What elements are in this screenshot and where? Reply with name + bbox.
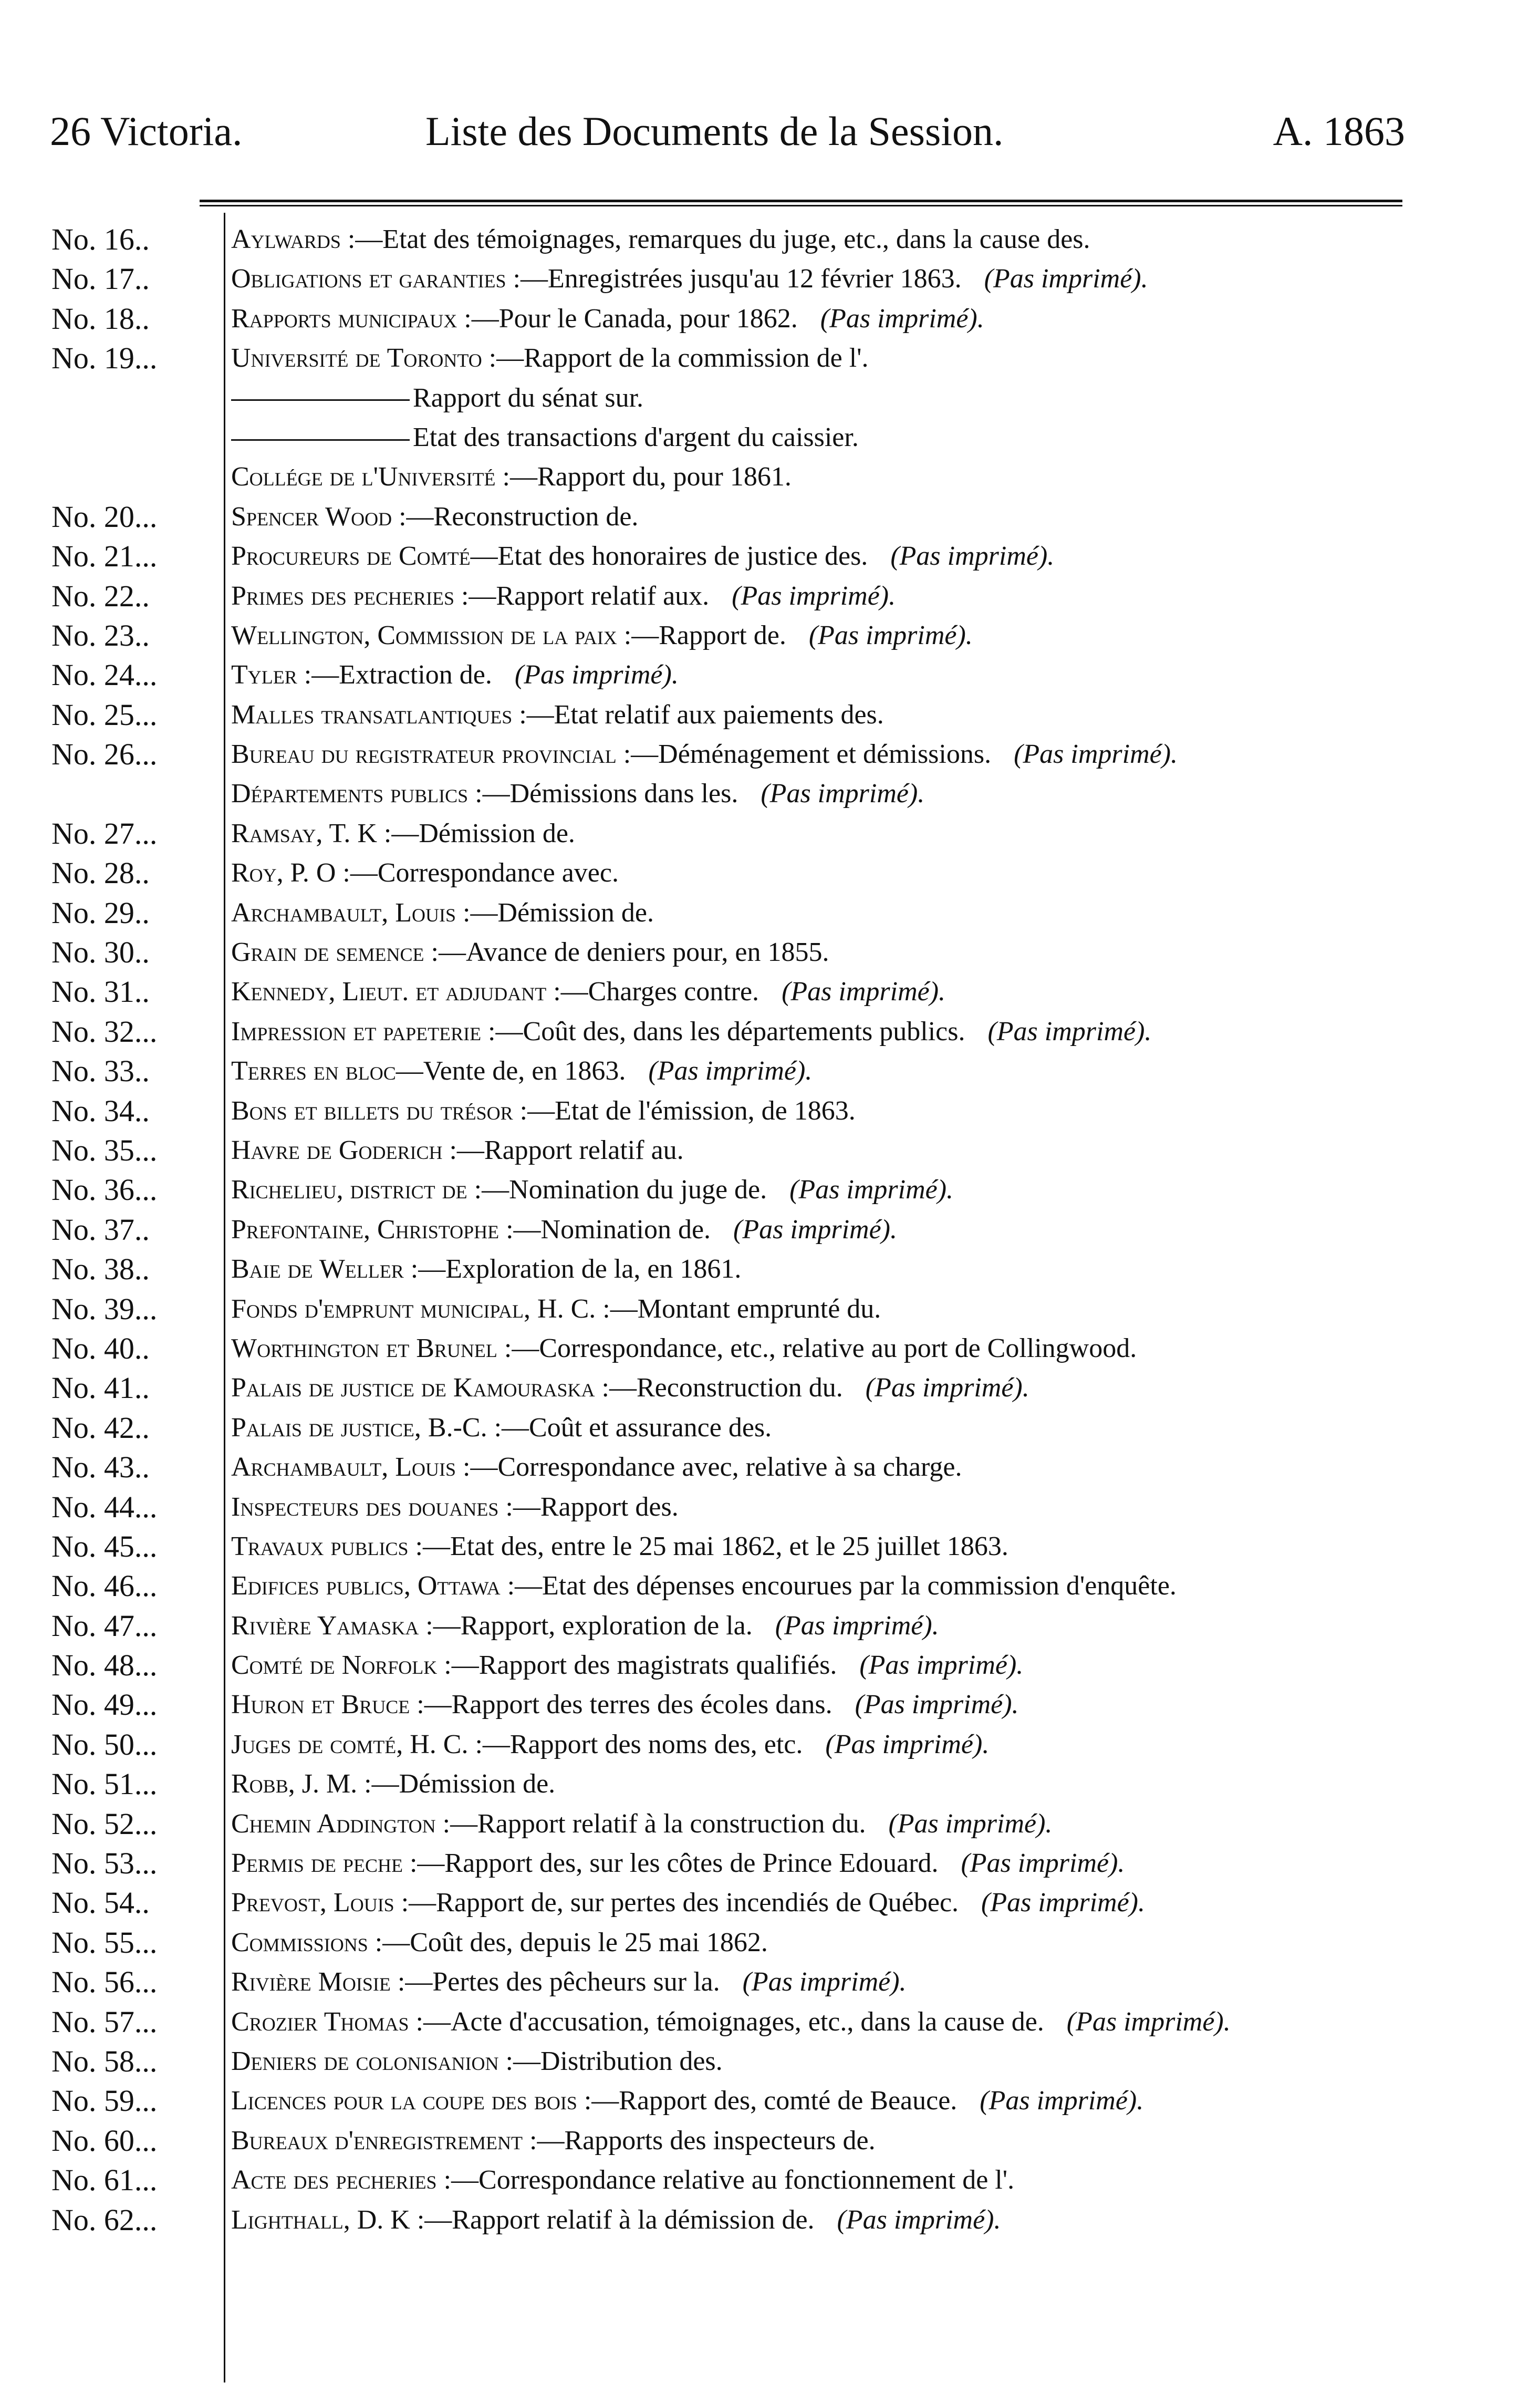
document-number: No. 26... bbox=[51, 737, 158, 772]
document-title: Palais de justice, B.-C. : bbox=[231, 1412, 502, 1443]
page-header bbox=[50, 108, 1405, 155]
document-title: Ramsay, T. K : bbox=[231, 818, 392, 848]
document-entry bbox=[231, 1843, 1125, 1883]
document-entry bbox=[231, 1329, 1137, 1368]
document-title: Malles transatlantiques : bbox=[231, 699, 527, 730]
list-item bbox=[0, 457, 1540, 496]
list-item bbox=[0, 1685, 1540, 1724]
document-number: No. 38.. bbox=[51, 1252, 150, 1287]
document-number: No. 18.. bbox=[51, 301, 150, 336]
document-entry bbox=[231, 1685, 1019, 1724]
list-item bbox=[0, 1883, 1540, 1922]
document-title: Archambault, Louis : bbox=[231, 897, 471, 928]
header-session: 26 Victoria. bbox=[50, 108, 243, 154]
document-number: No. 28.. bbox=[51, 856, 150, 890]
document-entry bbox=[231, 259, 1148, 298]
document-description: —Distribution des. bbox=[513, 2046, 723, 2076]
document-title: Kennedy, Lieut. et adjudant : bbox=[231, 977, 561, 1007]
list-item bbox=[0, 2200, 1540, 2240]
list-item bbox=[0, 2002, 1540, 2042]
document-description: —Coût et assurance des. bbox=[502, 1412, 772, 1443]
document-description: —Charges contre. bbox=[560, 977, 759, 1007]
document-note: (Pas imprimé). bbox=[813, 303, 984, 334]
document-description: —Rapport du, pour 1861. bbox=[509, 462, 792, 492]
document-description: Etat des transactions d'argent du caissier. bbox=[413, 422, 859, 452]
document-description: —Correspondance avec. bbox=[350, 858, 619, 888]
document-entry bbox=[231, 774, 924, 813]
document-entry bbox=[231, 1645, 1023, 1685]
document-number: No. 20... bbox=[51, 499, 158, 534]
document-description: —Rapport de. bbox=[631, 620, 786, 650]
document-number: No. 46... bbox=[51, 1569, 158, 1603]
document-number: No. 27... bbox=[51, 816, 158, 851]
document-entry bbox=[231, 1210, 897, 1249]
document-number: No. 35... bbox=[51, 1133, 158, 1167]
document-title: Roy, P. O : bbox=[231, 858, 350, 888]
document-description: —Avance de deniers pour, en 1855. bbox=[439, 937, 829, 968]
document-entry bbox=[231, 972, 945, 1011]
document-note: (Pas imprimé). bbox=[507, 660, 679, 690]
list-item bbox=[0, 1725, 1540, 1764]
list-item bbox=[0, 814, 1540, 853]
document-note: (Pas imprimé). bbox=[754, 779, 925, 809]
document-description: —Pour le Canada, pour 1862. bbox=[471, 303, 798, 334]
list-item bbox=[0, 695, 1540, 734]
document-entry bbox=[231, 1923, 768, 1962]
list-item bbox=[0, 734, 1540, 774]
document-entry bbox=[231, 933, 829, 972]
document-number: No. 17.. bbox=[51, 262, 150, 296]
document-description: —Démission de. bbox=[391, 818, 575, 848]
document-note: (Pas imprimé). bbox=[768, 1610, 939, 1641]
document-description: —Exploration de la, en 1861. bbox=[418, 1254, 742, 1284]
header-rule bbox=[200, 200, 1402, 202]
list-item bbox=[0, 2160, 1540, 2200]
document-entry bbox=[231, 1368, 1029, 1407]
document-title: Commissions : bbox=[231, 1927, 383, 1957]
document-description: —Rapport des terres des écoles dans. bbox=[424, 1690, 833, 1720]
document-title: Bons et billets du trésor : bbox=[231, 1095, 528, 1126]
document-title: Archambault, Louis : bbox=[231, 1452, 471, 1483]
document-number: No. 49... bbox=[51, 1687, 158, 1722]
document-title: Fonds d'emprunt municipal, H. C. : bbox=[231, 1293, 610, 1324]
list-item bbox=[0, 1447, 1540, 1487]
document-number: No. 24... bbox=[51, 658, 158, 692]
document-title: Crozier Thomas : bbox=[231, 2006, 423, 2037]
document-entry bbox=[231, 2200, 1001, 2240]
document-description: —Nomination du juge de. bbox=[482, 1175, 767, 1205]
list-item bbox=[0, 1804, 1540, 1843]
document-title: Licences pour la coupe des bois : bbox=[231, 2086, 592, 2116]
list-item bbox=[0, 1170, 1540, 1209]
document-title: Prefontaine, Christophe : bbox=[231, 1214, 514, 1245]
document-entry bbox=[231, 1170, 953, 1209]
document-description: —Rapport de la commission de l'. bbox=[496, 343, 869, 374]
document-title: Palais de justice de Kamouraska : bbox=[231, 1373, 609, 1403]
document-description: —Etat des honoraires de justice des. bbox=[470, 541, 868, 572]
document-note: (Pas imprimé). bbox=[726, 1214, 897, 1245]
document-number: No. 40.. bbox=[51, 1331, 150, 1365]
list-item bbox=[0, 1329, 1540, 1368]
list-item bbox=[0, 2042, 1540, 2081]
document-description: —Rapport de, sur pertes des incendiés de Québec. bbox=[409, 1888, 959, 1918]
document-description: —Extraction de. bbox=[311, 660, 492, 690]
document-title: Richelieu, district de : bbox=[231, 1175, 482, 1205]
header-rule-secondary bbox=[200, 205, 1402, 206]
document-entry bbox=[231, 1091, 856, 1131]
document-note: (Pas imprimé). bbox=[977, 264, 1148, 294]
document-entry bbox=[231, 1962, 907, 2002]
list-item bbox=[0, 1645, 1540, 1685]
document-title: Aylwards : bbox=[231, 224, 356, 254]
document-entry bbox=[231, 418, 859, 457]
document-title: Baie de Weller : bbox=[231, 1254, 419, 1284]
list-item bbox=[0, 2081, 1540, 2120]
document-description: —Etat des, entre le 25 mai 1862, et le 25 juillet 1863. bbox=[422, 1531, 1008, 1561]
document-description: —Rapport relatif à la construction du. bbox=[450, 1808, 866, 1839]
document-entry bbox=[231, 1566, 1177, 1605]
document-title: Terres en bloc bbox=[231, 1056, 396, 1086]
document-description: —Acte d'accusation, témoignages, etc., dans la cause de. bbox=[423, 2006, 1044, 2037]
document-description: —Coût des, dans les départements publics. bbox=[495, 1016, 965, 1047]
document-number: No. 31.. bbox=[51, 975, 150, 1009]
list-item bbox=[0, 497, 1540, 536]
list-item bbox=[0, 1408, 1540, 1447]
document-number: No. 55... bbox=[51, 1925, 158, 1960]
document-entry bbox=[231, 695, 884, 734]
list-item bbox=[0, 1606, 1540, 1645]
document-description: —Correspondance relative au fonctionnement de l'. bbox=[451, 2165, 1015, 2195]
list-item bbox=[0, 1091, 1540, 1131]
list-item bbox=[0, 1962, 1540, 2002]
document-note: (Pas imprimé). bbox=[848, 1690, 1019, 1720]
list-item bbox=[0, 1131, 1540, 1170]
document-number: No. 43.. bbox=[51, 1450, 150, 1485]
document-description: —Rapport relatif à la démission de. bbox=[424, 2204, 815, 2235]
document-note: (Pas imprimé). bbox=[954, 1848, 1125, 1879]
document-entry bbox=[231, 893, 654, 933]
document-title: Havre de Goderich : bbox=[231, 1135, 457, 1165]
document-description: —Rapport des noms des, etc. bbox=[482, 1729, 803, 1759]
document-note: (Pas imprimé). bbox=[852, 1650, 1024, 1681]
document-entry bbox=[231, 734, 1178, 774]
document-description: —Rapport relatif au. bbox=[456, 1135, 684, 1165]
document-title: Juges de comté, H. C. : bbox=[231, 1729, 483, 1759]
document-note: (Pas imprimé). bbox=[783, 1175, 954, 1205]
document-note: (Pas imprimé). bbox=[1007, 739, 1178, 770]
document-number: No. 59... bbox=[51, 2084, 158, 2118]
document-entry bbox=[231, 2002, 1231, 2042]
document-number: No. 16.. bbox=[51, 222, 150, 256]
document-description: —Correspondance avec, relative à sa charge. bbox=[470, 1452, 962, 1483]
document-title: Rivière Moisie : bbox=[231, 1967, 405, 1997]
document-number: No. 48... bbox=[51, 1648, 158, 1683]
list-item bbox=[0, 893, 1540, 933]
document-description: —Démission de. bbox=[371, 1769, 556, 1799]
document-description: —Rapport des magistrats qualifiés. bbox=[451, 1650, 837, 1681]
document-number: No. 56... bbox=[51, 1965, 158, 2000]
document-title: Edifices publics, Ottawa : bbox=[231, 1571, 515, 1601]
document-description: —Enregistrées jusqu'au 12 février 1863. bbox=[520, 264, 962, 294]
list-item bbox=[0, 576, 1540, 616]
list-item bbox=[0, 220, 1540, 259]
document-entry bbox=[231, 1012, 1151, 1051]
document-number: No. 52... bbox=[51, 1806, 158, 1841]
document-description: —Démissions dans les. bbox=[482, 779, 738, 809]
document-number: No. 45... bbox=[51, 1529, 158, 1563]
list-item bbox=[0, 774, 1540, 813]
document-description: —Coût des, depuis le 25 mai 1862. bbox=[382, 1927, 768, 1957]
document-note: (Pas imprimé). bbox=[802, 620, 973, 650]
document-description: —Déménagement et démissions. bbox=[631, 739, 992, 770]
document-note: (Pas imprimé). bbox=[974, 1888, 1145, 1918]
document-entry bbox=[231, 1447, 962, 1487]
document-entry bbox=[231, 655, 679, 695]
list-item bbox=[0, 972, 1540, 1011]
document-entry bbox=[231, 1249, 741, 1289]
document-description: —Rapport des, comté de Beauce. bbox=[591, 2086, 958, 2116]
document-number: No. 29.. bbox=[51, 895, 150, 930]
document-entry bbox=[231, 1408, 772, 1447]
document-title: Procureurs de Comté bbox=[231, 541, 471, 572]
document-number: No. 33.. bbox=[51, 1054, 150, 1089]
document-number: No. 58... bbox=[51, 2044, 158, 2078]
document-note: (Pas imprimé). bbox=[881, 1808, 1053, 1839]
document-title: Travaux publics : bbox=[231, 1531, 423, 1561]
document-entry bbox=[231, 1527, 1008, 1566]
document-number: No. 51... bbox=[51, 1767, 158, 1801]
list-item bbox=[0, 1923, 1540, 1962]
document-list bbox=[0, 220, 1540, 2240]
document-title: Collége de l'Université : bbox=[231, 462, 510, 492]
list-item bbox=[0, 933, 1540, 972]
document-title: Obligations et garanties : bbox=[231, 264, 521, 294]
document-note: (Pas imprimé). bbox=[775, 977, 946, 1007]
ditto-dash bbox=[231, 399, 410, 401]
list-item bbox=[0, 418, 1540, 457]
document-entry bbox=[231, 1487, 679, 1527]
document-entry bbox=[231, 1051, 812, 1091]
document-title: Rapports municipaux : bbox=[231, 303, 472, 334]
document-title: Huron et Bruce : bbox=[231, 1690, 424, 1720]
document-description: —Rapport des, sur les côtes de Prince Edouard. bbox=[417, 1848, 939, 1879]
list-item bbox=[0, 1012, 1540, 1051]
list-item bbox=[0, 1527, 1540, 1566]
list-item bbox=[0, 1487, 1540, 1527]
document-entry bbox=[231, 220, 1090, 259]
document-number: No. 61... bbox=[51, 2163, 158, 2198]
document-title: Prevost, Louis : bbox=[231, 1888, 409, 1918]
document-number: No. 57... bbox=[51, 2004, 158, 2039]
document-description: —Etat des témoignages, remarques du juge, etc., dans la cause des. bbox=[355, 224, 1090, 254]
document-entry bbox=[231, 576, 896, 616]
document-description: —Nomination de. bbox=[513, 1214, 711, 1245]
document-number: No. 47... bbox=[51, 1608, 158, 1643]
document-number: No. 36... bbox=[51, 1173, 158, 1207]
document-number: No. 44... bbox=[51, 1489, 158, 1524]
document-entry bbox=[231, 497, 638, 536]
list-item bbox=[0, 853, 1540, 893]
list-item bbox=[0, 1210, 1540, 1249]
document-note: (Pas imprimé). bbox=[1059, 2006, 1231, 2037]
document-entry bbox=[231, 853, 619, 893]
header-title: Liste des Documents de la Session. bbox=[425, 108, 1004, 154]
document-title: Worthington et Brunel : bbox=[231, 1333, 512, 1363]
document-note: (Pas imprimé). bbox=[818, 1729, 990, 1759]
document-entry bbox=[231, 2121, 876, 2160]
document-title: Bureau du registrateur provincial : bbox=[231, 739, 631, 770]
document-entry bbox=[231, 536, 1054, 576]
document-title: Rivière Yamaska : bbox=[231, 1610, 433, 1641]
document-title: Université de Toronto : bbox=[231, 343, 497, 374]
document-entry bbox=[231, 1883, 1145, 1922]
document-entry bbox=[231, 1764, 555, 1804]
document-description: —Etat de l'émission, de 1863. bbox=[527, 1095, 856, 1126]
document-number: No. 21... bbox=[51, 539, 158, 574]
document-title: Bureaux d'enregistrement : bbox=[231, 2125, 537, 2156]
document-number: No. 62... bbox=[51, 2202, 158, 2237]
list-item bbox=[0, 536, 1540, 576]
document-description: —Rapport, exploration de la. bbox=[433, 1610, 753, 1641]
document-entry bbox=[231, 299, 984, 338]
document-description: —Correspondance, etc., relative au port de Collingwood. bbox=[512, 1333, 1137, 1363]
document-number: No. 32... bbox=[51, 1014, 158, 1049]
list-item bbox=[0, 299, 1540, 338]
document-entry bbox=[231, 2160, 1014, 2200]
document-title: Impression et papeterie : bbox=[231, 1016, 496, 1047]
document-note: (Pas imprimé). bbox=[735, 1967, 907, 1997]
list-item bbox=[0, 2121, 1540, 2160]
document-number: No. 42.. bbox=[51, 1410, 150, 1445]
document-title: Permis de peche : bbox=[231, 1848, 418, 1879]
document-title: Chemin Addington : bbox=[231, 1808, 451, 1839]
document-entry bbox=[231, 2081, 1143, 2120]
document-description: —Reconstruction de. bbox=[406, 501, 639, 532]
document-description: —Montant emprunté du. bbox=[610, 1293, 881, 1324]
document-number: No. 41.. bbox=[51, 1371, 150, 1405]
document-entry bbox=[231, 1804, 1052, 1843]
list-item bbox=[0, 655, 1540, 695]
document-title: Deniers de colonisanion : bbox=[231, 2046, 513, 2076]
document-number: No. 39... bbox=[51, 1291, 158, 1326]
document-title: Inspecteurs des douanes : bbox=[231, 1491, 513, 1522]
document-title: Acte des pecheries : bbox=[231, 2165, 452, 2195]
list-item bbox=[0, 259, 1540, 298]
list-item bbox=[0, 1566, 1540, 1605]
document-number: No. 30.. bbox=[51, 935, 150, 970]
document-description: —Etat des dépenses encourues par la commission d'enquête. bbox=[515, 1571, 1177, 1601]
document-note: (Pas imprimé). bbox=[858, 1373, 1029, 1403]
document-number: No. 37.. bbox=[51, 1212, 150, 1247]
list-item bbox=[0, 1368, 1540, 1407]
document-description: —Vente de, en 1863. bbox=[396, 1056, 626, 1086]
document-entry bbox=[231, 1725, 989, 1764]
list-item bbox=[0, 1289, 1540, 1329]
document-entry bbox=[231, 814, 575, 853]
document-title: Primes des pecheries : bbox=[231, 581, 469, 611]
document-description: Rapport du sénat sur. bbox=[413, 382, 644, 413]
ditto-dash bbox=[231, 439, 410, 441]
document-description: —Pertes des pêcheurs sur la. bbox=[405, 1967, 720, 1997]
document-number: No. 22.. bbox=[51, 578, 150, 613]
document-description: —Rapport relatif aux. bbox=[469, 581, 710, 611]
document-entry bbox=[231, 2042, 723, 2081]
list-item bbox=[0, 1764, 1540, 1804]
list-item bbox=[0, 616, 1540, 655]
document-title: Lighthall, D. K : bbox=[231, 2204, 425, 2235]
list-item bbox=[0, 338, 1540, 378]
document-description: —Etat relatif aux paiements des. bbox=[526, 699, 884, 730]
document-entry bbox=[231, 1289, 881, 1329]
document-number: No. 60... bbox=[51, 2123, 158, 2158]
document-description: —Démission de. bbox=[470, 897, 654, 928]
document-entry bbox=[231, 1131, 684, 1170]
document-number: No. 25... bbox=[51, 697, 158, 732]
document-number: No. 54.. bbox=[51, 1886, 150, 1920]
document-number: No. 53... bbox=[51, 1846, 158, 1881]
document-description: —Rapports des inspecteurs de. bbox=[537, 2125, 876, 2156]
document-entry bbox=[231, 378, 643, 418]
document-description: —Reconstruction du. bbox=[609, 1373, 843, 1403]
document-note: (Pas imprimé). bbox=[973, 2086, 1144, 2116]
list-item bbox=[0, 1249, 1540, 1289]
document-number: No. 34.. bbox=[51, 1093, 150, 1128]
document-note: (Pas imprimé). bbox=[981, 1016, 1152, 1047]
list-item bbox=[0, 378, 1540, 418]
header-year: A. 1863 bbox=[1273, 108, 1405, 154]
document-title: Wellington, Commission de la paix : bbox=[231, 620, 632, 650]
document-entry bbox=[231, 616, 973, 655]
document-entry bbox=[231, 457, 792, 496]
document-note: (Pas imprimé). bbox=[830, 2204, 1001, 2235]
list-item bbox=[0, 1843, 1540, 1883]
document-entry bbox=[231, 1606, 939, 1645]
document-title: Spencer Wood : bbox=[231, 501, 407, 532]
document-title: Départements publics : bbox=[231, 779, 483, 809]
document-entry bbox=[231, 338, 869, 378]
list-item bbox=[0, 1051, 1540, 1091]
document-number: No. 23.. bbox=[51, 618, 150, 652]
document-number: No. 19... bbox=[51, 341, 158, 376]
document-note: (Pas imprimé). bbox=[641, 1056, 813, 1086]
document-title: Comté de Norfolk : bbox=[231, 1650, 452, 1681]
document-title: Tyler : bbox=[231, 660, 312, 690]
document-number: No. 50... bbox=[51, 1727, 158, 1762]
document-note: (Pas imprimé). bbox=[725, 581, 896, 611]
document-description: —Rapport des. bbox=[513, 1491, 679, 1522]
document-note: (Pas imprimé). bbox=[883, 541, 1055, 572]
document-title: Robb, J. M. : bbox=[231, 1769, 372, 1799]
document-title: Grain de semence : bbox=[231, 937, 439, 968]
